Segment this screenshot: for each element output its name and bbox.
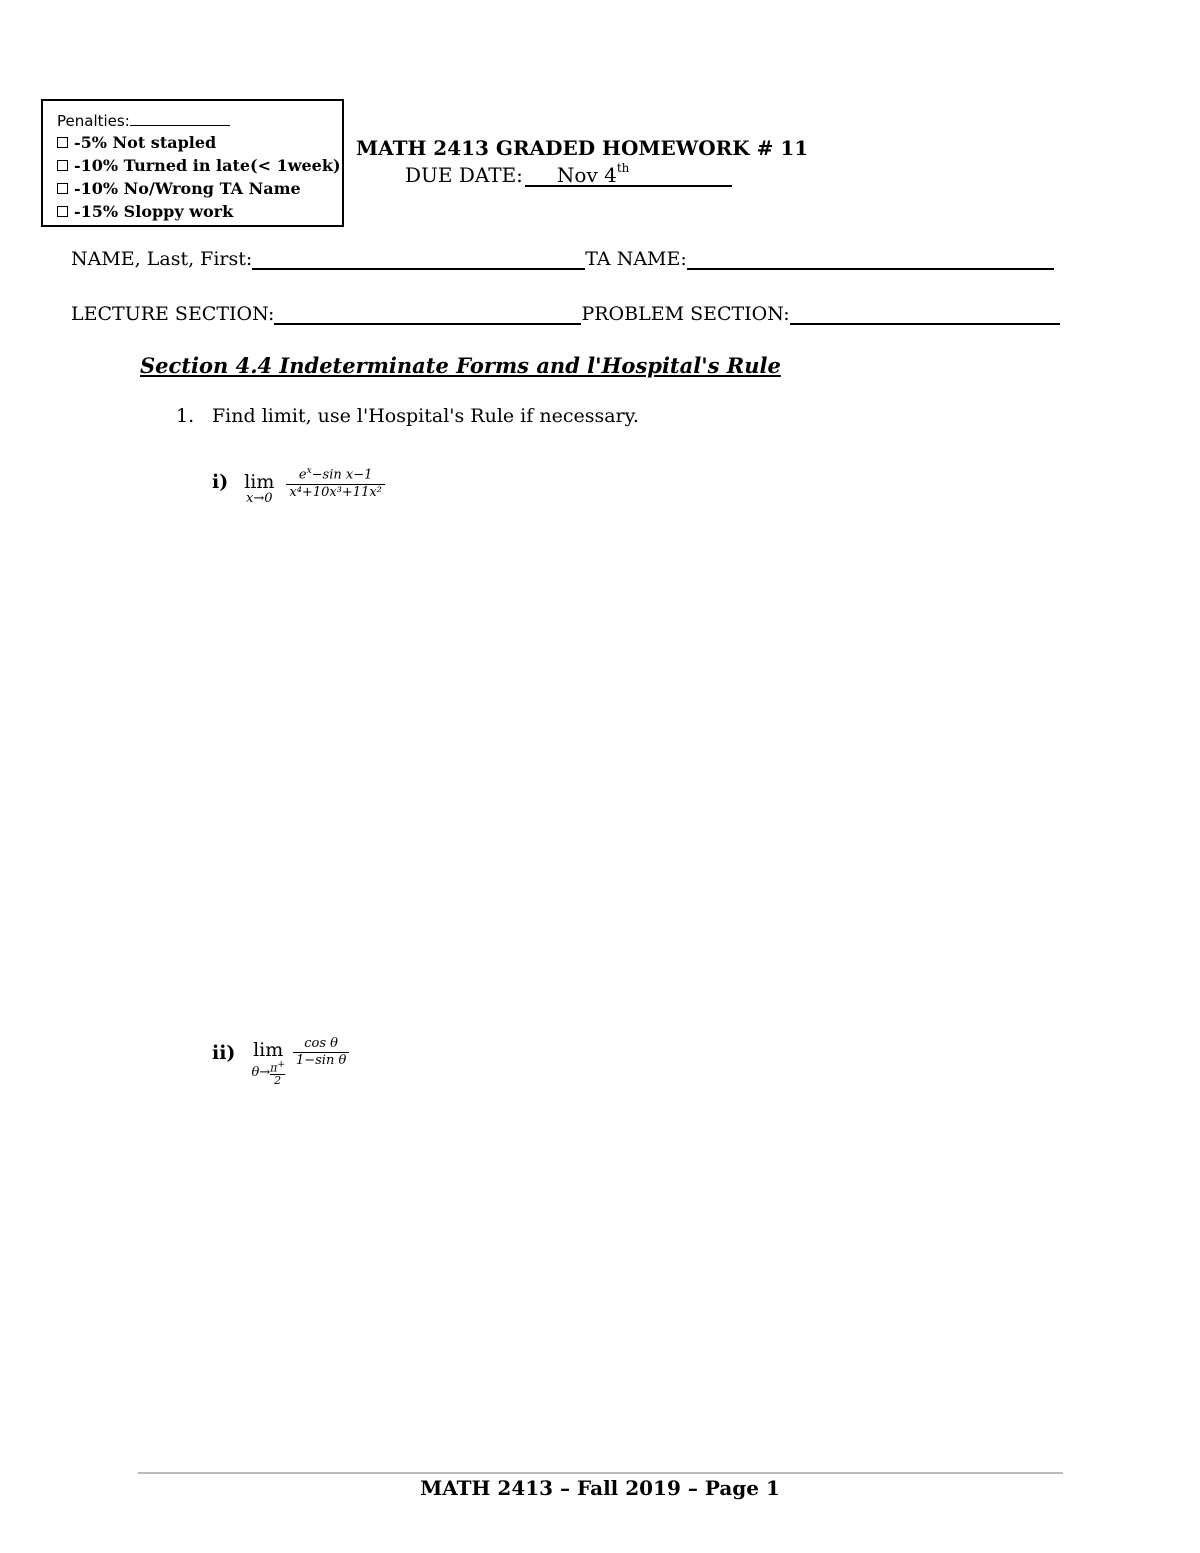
- penalties-blank: [130, 111, 230, 126]
- penalty-item: [57, 179, 301, 198]
- checkbox-icon: [57, 206, 68, 217]
- fraction-numerator: cos θ: [304, 1036, 338, 1052]
- limit-fraction: [293, 1036, 349, 1069]
- due-date-suffix: th: [616, 161, 630, 175]
- numerator-exponent: x: [306, 466, 312, 477]
- part-label: ii): [212, 1041, 236, 1064]
- lim-subscript: x→0: [246, 491, 273, 506]
- penalty-item: [57, 202, 233, 221]
- name-field[interactable]: [252, 246, 585, 270]
- ta-name-label: TA NAME:: [585, 248, 687, 270]
- problem-section-field[interactable]: [790, 301, 1060, 325]
- lim-subscript-arrow: θ→: [251, 1064, 271, 1080]
- part-i: [212, 458, 385, 506]
- problem-text: Find limit, use l'Hospital's Rule if necessary.: [212, 405, 639, 427]
- due-date-value: Nov 4: [556, 163, 617, 187]
- due-date-label: DUE DATE:: [405, 163, 523, 187]
- limit-operator: [244, 472, 274, 506]
- name-label: NAME, Last, First:: [71, 248, 253, 270]
- footer-text: MATH 2413 – Fall 2019 – Page: [420, 1476, 766, 1500]
- limit-operator: [251, 1040, 285, 1086]
- pi-symbol: π: [270, 1061, 278, 1075]
- fraction-denominator: 1−sin θ: [295, 1053, 347, 1069]
- page-number: 1: [765, 1476, 780, 1500]
- penalty-label: -10% No/Wrong TA Name: [74, 179, 301, 198]
- lim-text: lim: [244, 471, 275, 493]
- penalty-label: -15% Sloppy work: [74, 202, 234, 221]
- homework-title: MATH 2413 GRADED HOMEWORK # 11: [356, 136, 809, 160]
- name-row: [71, 246, 1054, 270]
- checkbox-icon: [57, 183, 68, 194]
- page-footer: [0, 1476, 1200, 1500]
- plus-superscript: +: [277, 1060, 285, 1070]
- fraction-numerator: [296, 463, 376, 483]
- part-ii: [212, 1020, 349, 1086]
- section-heading: Section 4.4 Indeterminate Forms and l'Hospital's Rule: [140, 353, 781, 378]
- lim-subscript: [251, 1060, 285, 1086]
- lim-text: lim: [253, 1039, 284, 1061]
- subscript-denominator: 2: [274, 1073, 282, 1087]
- numerator-rest: −sin x−1: [311, 467, 373, 483]
- subscript-fraction: [270, 1060, 285, 1086]
- penalties-box: [41, 99, 344, 227]
- due-date-row: [405, 163, 732, 187]
- checkbox-icon: [57, 137, 68, 148]
- checkbox-icon: [57, 160, 68, 171]
- penalty-item: [57, 156, 341, 175]
- problem-statement: [176, 405, 639, 427]
- penalty-label: -5% Not stapled: [74, 133, 217, 152]
- ta-name-field[interactable]: [687, 246, 1054, 270]
- penalty-label: -10% Turned in late(< 1week): [74, 156, 341, 175]
- footer-rule: [138, 1472, 1063, 1474]
- fraction-denominator: x⁴+10x³+11x²: [289, 484, 382, 500]
- lecture-section-field[interactable]: [274, 301, 581, 325]
- part-label: i): [212, 471, 229, 493]
- penalties-title-text: Penalties:: [57, 112, 130, 130]
- penalty-item: [57, 133, 216, 152]
- subscript-numerator: [270, 1060, 285, 1074]
- lecture-section-label: LECTURE SECTION:: [71, 303, 275, 325]
- problem-number: 1.: [176, 405, 195, 427]
- numerator-base: e: [298, 467, 307, 483]
- penalties-title: [57, 111, 230, 130]
- limit-fraction: [286, 463, 385, 500]
- due-date-field: [525, 163, 732, 187]
- problem-section-label: PROBLEM SECTION:: [581, 303, 790, 325]
- section-row: [71, 301, 1060, 325]
